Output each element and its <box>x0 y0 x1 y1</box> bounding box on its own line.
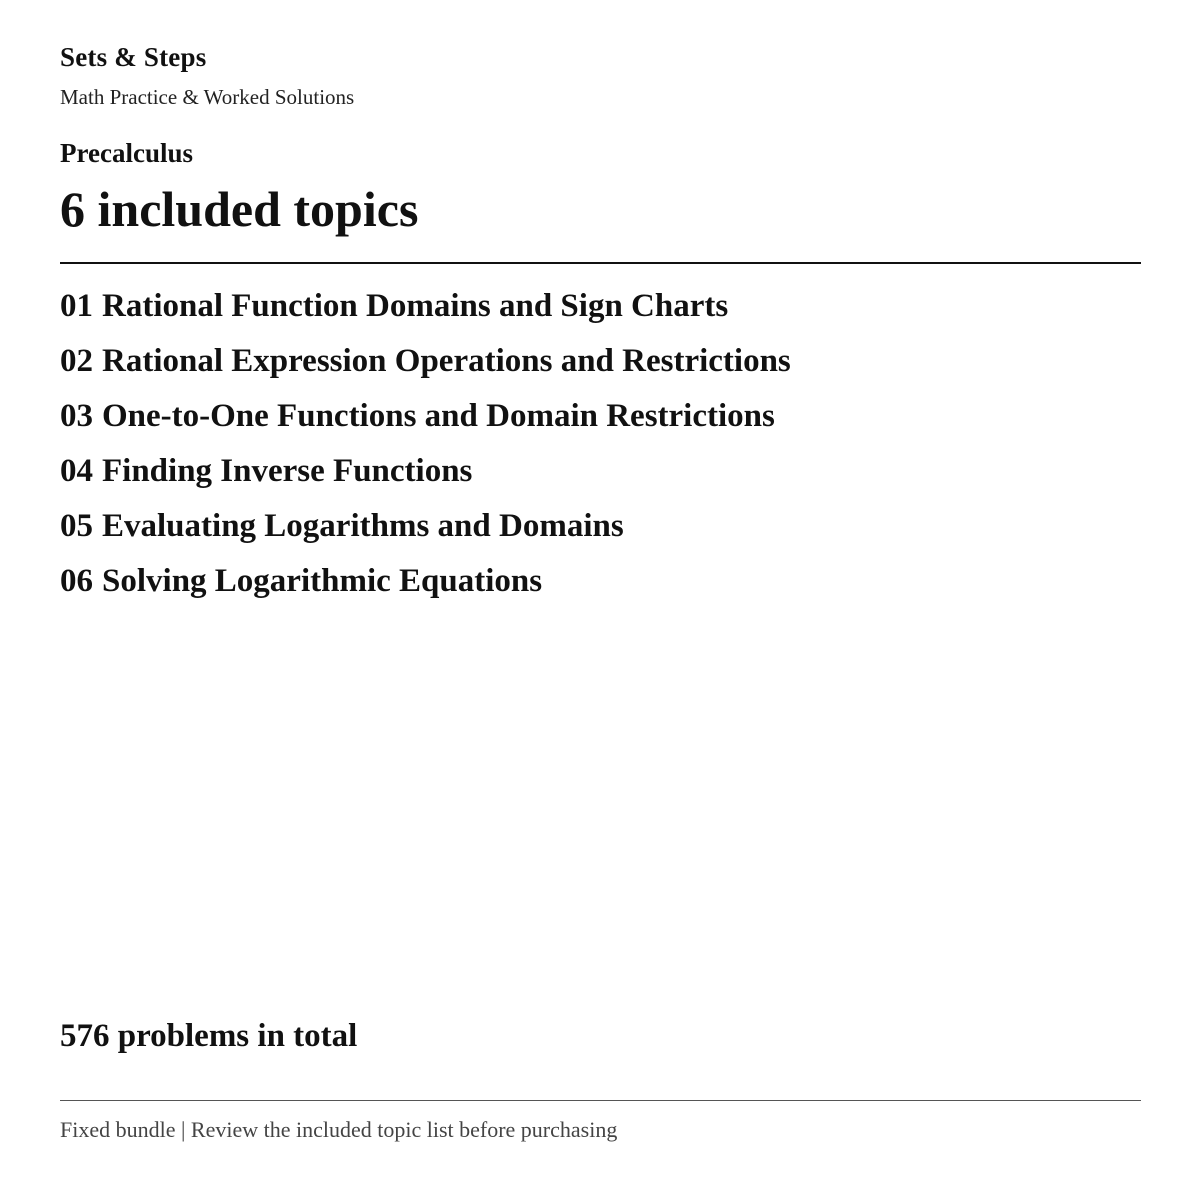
topic-number: 01 <box>60 288 93 324</box>
brand-name: Sets & Steps <box>60 42 207 72</box>
topic-number: 03 <box>60 398 93 434</box>
topic-title: Rational Expression Operations and Restrictions <box>102 343 791 379</box>
topic-number: 05 <box>60 508 93 544</box>
subject-label: Precalculus <box>60 138 193 168</box>
topic-number: 02 <box>60 343 93 379</box>
topic-title: Evaluating Logarithms and Domains <box>102 508 624 544</box>
topic-title: Solving Logarithmic Equations <box>102 563 543 599</box>
topic-item-2 <box>60 334 791 389</box>
topic-item-6 <box>60 554 791 609</box>
topic-list <box>60 279 791 609</box>
divider-bottom <box>60 1100 1141 1101</box>
topic-number: 06 <box>60 563 93 599</box>
topic-title: One-to-One Functions and Domain Restrictions <box>102 398 775 434</box>
topic-item-4 <box>60 444 791 499</box>
brand-tagline: Math Practice & Worked Solutions <box>60 85 355 109</box>
topic-item-1 <box>60 279 791 334</box>
topic-title: Rational Function Domains and Sign Charts <box>102 288 729 324</box>
footer-note: Fixed bundle | Review the included topic list before purchasing <box>60 1117 618 1142</box>
divider-top <box>60 262 1141 264</box>
topic-number: 04 <box>60 453 93 489</box>
topic-title: Finding Inverse Functions <box>102 453 473 489</box>
topic-item-5 <box>60 499 791 554</box>
problem-total: 576 problems in total <box>60 1018 358 1054</box>
topic-item-3 <box>60 389 791 444</box>
page-title: 6 included topics <box>60 181 419 237</box>
